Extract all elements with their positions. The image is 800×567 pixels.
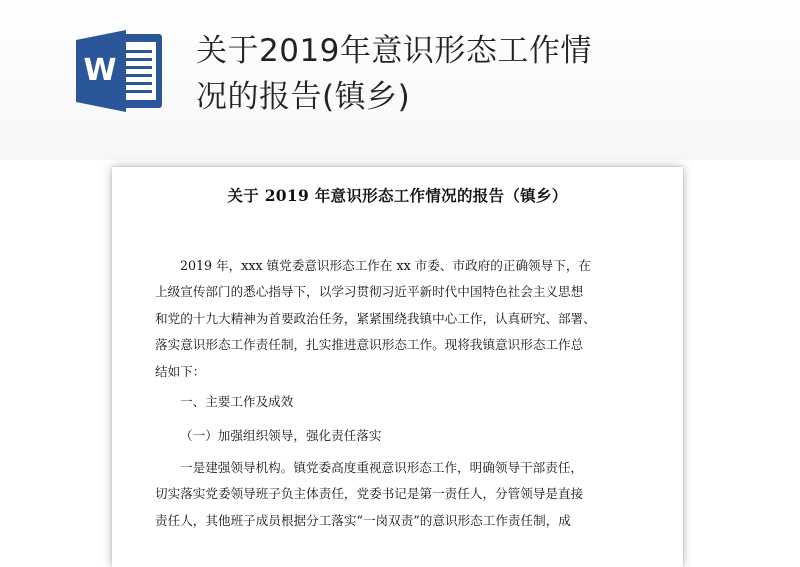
word-document-icon <box>74 30 166 112</box>
paragraph-line: 2019 年，xxx 镇党委意识形态工作在 xx 市委、市政府的正确领导下，在 <box>180 258 592 273</box>
page-heading: 关于 2019 年意识形态工作情况的报告（镇乡） <box>227 186 568 205</box>
paragraph-line: 上级宣传部门的悉心指导下，以学习贯彻习近平新时代中国特色社会主义思想 <box>155 284 584 300</box>
subsection-heading <box>155 423 643 449</box>
preview-header <box>0 0 800 160</box>
section-heading-text: 一、主要工作及成效 <box>180 394 294 409</box>
body-paragraph <box>155 455 643 534</box>
document-title <box>196 28 716 120</box>
paragraph-line: 和党的十九大精神为首要政治任务，紧紧围绕我镇中心工作，认真研究、部署、 <box>155 310 596 326</box>
document-page-preview[interactable] <box>112 167 683 567</box>
word-icon-letter: W <box>83 53 117 88</box>
document-title-line-2: 况的报告(镇乡) <box>196 79 411 115</box>
paragraph-line: 切实落实党委领导班子负主体责任，党委书记是第一责任人，分管领导是直接 <box>155 486 584 502</box>
subsection-heading-text: （一）加强组织领导，强化责任落实 <box>180 428 382 443</box>
paragraph-line: 落实意识形态工作责任制，扎实推进意识形态工作。现将我镇意识形态工作总 <box>155 337 584 353</box>
section-heading <box>155 389 643 415</box>
paragraph-line: 一是建强领导机构。镇党委高度重视意识形态工作，明确领导干部责任， <box>180 460 583 475</box>
intro-paragraph <box>155 253 643 385</box>
paragraph-line: 责任人，其他班子成员根据分工落实“一岗双责”的意识形态工作责任制，成 <box>155 512 571 528</box>
paragraph-line: 结如下： <box>155 363 206 379</box>
document-title-line-1: 关于2019年意识形态工作情 <box>196 33 592 69</box>
